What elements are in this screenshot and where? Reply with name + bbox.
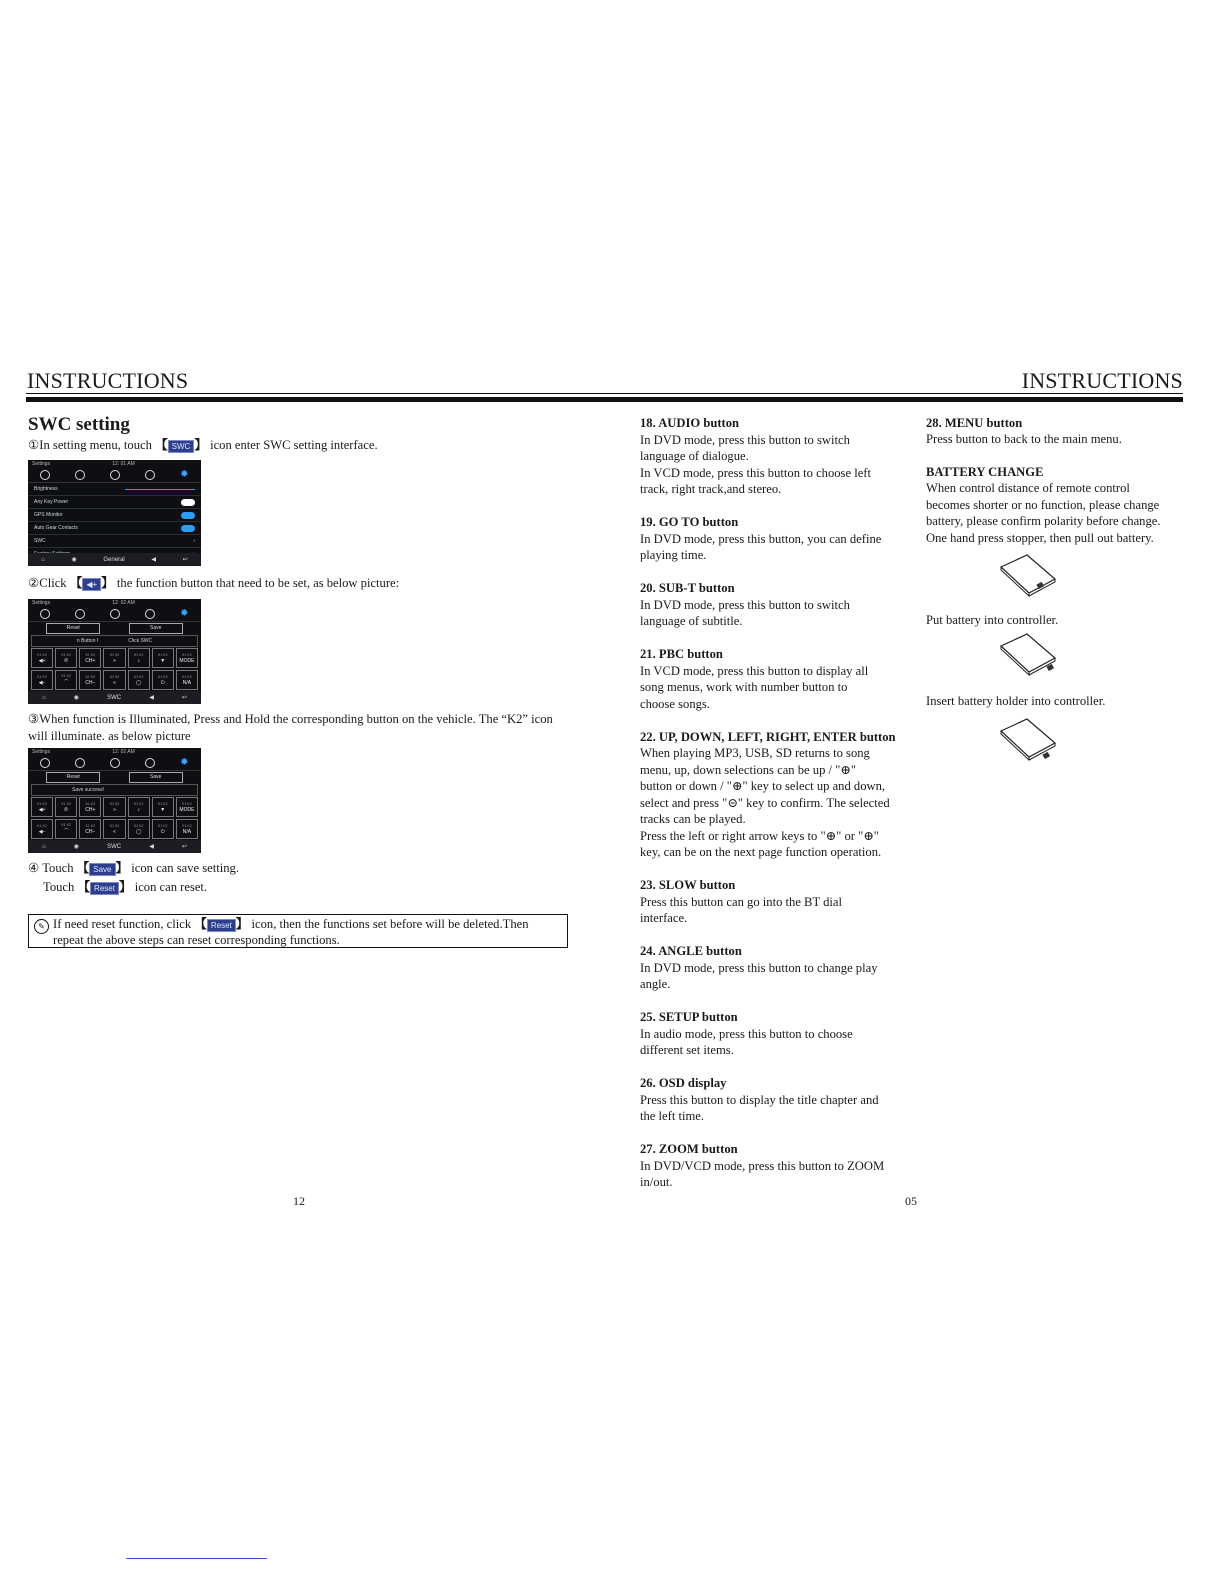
save-button: Save bbox=[129, 623, 183, 634]
instruction-title: 18. AUDIO button bbox=[640, 416, 740, 430]
reset-save-row bbox=[28, 622, 201, 635]
key-cell: K1 K2 ♪ bbox=[128, 797, 150, 817]
instruction-title: 24. ANGLE button bbox=[640, 944, 742, 958]
instruction-line: language of subtitle. bbox=[640, 614, 743, 628]
step-4-suffix: icon can save setting. bbox=[131, 861, 239, 875]
key-grid-row-2 bbox=[28, 669, 201, 691]
settings-screen-1 bbox=[28, 460, 201, 566]
instruction-title: 21. PBC button bbox=[640, 647, 723, 661]
screen-icon-bar bbox=[28, 756, 201, 771]
note-icon: ✎ bbox=[34, 919, 49, 934]
instruction-item bbox=[640, 1141, 910, 1191]
instruction-line: In DVD mode, press this button to change play bbox=[640, 960, 878, 975]
screen-title: Settings bbox=[32, 600, 51, 606]
instruction-line: In VCD mode, press this button to display all bbox=[640, 663, 869, 678]
step-1-suffix: icon enter SWC setting interface. bbox=[210, 438, 378, 452]
note-line-2: repeat the above steps can reset corresponding functions. bbox=[53, 933, 340, 947]
key-label: MODE bbox=[179, 657, 195, 664]
screen-status-bar bbox=[28, 460, 201, 468]
key-label: CH− bbox=[85, 679, 96, 686]
bracket-open: 【 bbox=[155, 438, 168, 452]
instruction-line: In audio mode, press this button to choose bbox=[640, 1026, 853, 1041]
key-cell: K1 K2 ▼ bbox=[152, 648, 174, 668]
reset-chip: Reset bbox=[90, 882, 119, 895]
back-icon: ↩ bbox=[181, 844, 187, 850]
instruction-line: menu, up, down selections can be up / "⊕" bbox=[640, 762, 856, 777]
gauge-icon bbox=[110, 609, 120, 619]
nav-icon: ◉ bbox=[73, 695, 80, 701]
bracket-close: 】 bbox=[118, 880, 132, 894]
back-icon: ↩ bbox=[181, 695, 187, 701]
step-4b-suffix: icon can reset. bbox=[134, 880, 208, 894]
instruction-line: the left time. bbox=[640, 1109, 704, 1123]
key-cell: K1 K2 ✆ bbox=[55, 797, 77, 817]
key-label: » bbox=[113, 657, 116, 664]
reset-button: Reset bbox=[46, 623, 100, 634]
key-label: N/A bbox=[182, 828, 192, 835]
key-cell: K1 K2 N/A bbox=[176, 670, 198, 690]
speaker-icon: ◀ bbox=[149, 844, 154, 850]
instruction-item bbox=[640, 514, 910, 564]
instruction-line: In DVD mode, press this button to switch bbox=[640, 597, 850, 612]
note-box bbox=[28, 914, 568, 948]
bracket-open: 【 bbox=[69, 576, 83, 590]
step-4-reset bbox=[43, 879, 543, 896]
step-4-save bbox=[28, 860, 528, 877]
instruction-line: angle. bbox=[640, 977, 671, 991]
instruction-line: different set items. bbox=[640, 1043, 734, 1057]
key-cell: K1 K2 CH+ bbox=[79, 648, 101, 668]
toggle-icon bbox=[145, 470, 155, 480]
instruction-line: select and press "⊝" key to confirm. The selected bbox=[640, 795, 890, 810]
circle-icon bbox=[40, 609, 50, 619]
instruction-line: language of dialogue. bbox=[640, 449, 749, 463]
menu-text: Press button to back to the main menu. bbox=[926, 432, 1122, 446]
instruction-item bbox=[640, 415, 910, 498]
header-rule-thick bbox=[26, 397, 1183, 402]
step-1-prefix: ①In setting menu, touch bbox=[28, 438, 152, 452]
bottom-label: SWC bbox=[107, 694, 122, 701]
key-cell: K1 K2 « bbox=[103, 819, 125, 839]
key-cell: K1 K2 CH+ bbox=[79, 797, 101, 817]
circle-icon bbox=[40, 758, 50, 768]
row-swc bbox=[28, 535, 201, 548]
row-brightness bbox=[28, 483, 201, 496]
remote-battery-icon bbox=[995, 717, 1061, 763]
screen-status-bar bbox=[28, 748, 201, 756]
step-2-prefix: ②Click bbox=[28, 576, 67, 590]
screen-icon-bar bbox=[28, 607, 201, 622]
bracket-close: 】 bbox=[194, 438, 207, 452]
instruction-line: In DVD mode, press this button, you can define bbox=[640, 531, 882, 546]
instruction-item bbox=[640, 1009, 910, 1059]
gear-icon: ✹ bbox=[180, 608, 189, 619]
key-label: MODE bbox=[179, 806, 195, 813]
page-number-right: 05 bbox=[905, 1194, 917, 1208]
step-4b-prefix: Touch bbox=[43, 880, 75, 894]
row-label: Auto Gear Contacts bbox=[34, 525, 78, 531]
instruction-line: When playing MP3, USB, SD returns to song bbox=[640, 746, 870, 760]
instruction-line: in/out. bbox=[640, 1175, 673, 1189]
screen-bottom-bar bbox=[28, 840, 201, 853]
screen-time: 12: 02 AM bbox=[112, 749, 135, 755]
key-cell: K1 K2 » bbox=[103, 797, 125, 817]
key-cell: K1 K2 N/A bbox=[176, 819, 198, 839]
toggle-icon bbox=[145, 609, 155, 619]
home-icon: ⌂ bbox=[42, 843, 46, 850]
instruction-item bbox=[640, 943, 910, 993]
key-cell: K1 K2 » bbox=[103, 648, 125, 668]
screen-time: 12: 01 AM bbox=[112, 461, 135, 467]
instruction-line: choose songs. bbox=[640, 696, 710, 711]
row-label: Brightness bbox=[34, 486, 58, 492]
middle-column bbox=[640, 415, 910, 1207]
remote-battery-icon bbox=[995, 553, 1061, 599]
swc-chip: SWC bbox=[168, 440, 195, 453]
save-chip: Save bbox=[89, 863, 115, 876]
gear-icon: ✹ bbox=[180, 469, 189, 480]
gauge-icon bbox=[110, 758, 120, 768]
key-cell: K1 K2 ◀+ bbox=[31, 797, 53, 817]
key-grid-row-1 bbox=[28, 796, 201, 818]
swc-screen-3 bbox=[28, 748, 201, 853]
moon-icon bbox=[75, 470, 85, 480]
moon-icon bbox=[75, 758, 85, 768]
key-cell: K1 K2 ◯ bbox=[128, 819, 150, 839]
instruction-title: 27. ZOOM button bbox=[640, 1142, 738, 1156]
key-cell: K1 K2 ⏻ bbox=[152, 819, 174, 839]
instruction-item bbox=[640, 646, 910, 712]
speaker-icon: ◀ bbox=[149, 695, 154, 701]
screen-icon-bar bbox=[28, 468, 201, 483]
volume-chip: ◀+ bbox=[82, 578, 101, 591]
screen-time: 12: 02 AM bbox=[112, 600, 135, 606]
instruction-line: In VCD mode, press this button to choose left bbox=[640, 465, 871, 480]
instruction-title: 23. SLOW button bbox=[640, 878, 736, 892]
home-icon: ⌂ bbox=[41, 556, 45, 563]
circle-icon bbox=[40, 470, 50, 480]
bracket-close: 】 bbox=[235, 917, 249, 931]
key-cell: K1 K2 « bbox=[103, 670, 125, 690]
step-1 bbox=[28, 437, 588, 454]
instruction-line: Press this button to display the title chapter and bbox=[640, 1092, 879, 1107]
remote-battery-icon bbox=[995, 632, 1061, 678]
step-4-prefix: ④ Touch bbox=[28, 861, 74, 875]
instruction-line: playing time. bbox=[640, 548, 707, 562]
key-cell: K1 K2 ◀+ bbox=[31, 648, 53, 668]
nav-icon: ◉ bbox=[73, 844, 80, 850]
header-rule-thin bbox=[26, 393, 1183, 394]
screen-title: Settings bbox=[32, 461, 51, 467]
row-gps-monitor bbox=[28, 509, 201, 522]
reset-save-row bbox=[28, 771, 201, 784]
bracket-open: 【 bbox=[77, 880, 91, 894]
instruction-line: button or down / "⊕" key to select up and down, bbox=[640, 779, 886, 793]
key-grid-row-2 bbox=[28, 818, 201, 840]
instruction-line: In DVD/VCD mode, press this button to ZOOM bbox=[640, 1158, 885, 1173]
bracket-close: 】 bbox=[101, 576, 114, 590]
note-suffix: icon, then the functions set before will be deleted.Then bbox=[251, 917, 529, 931]
row-label: GPS Monitor bbox=[34, 512, 63, 518]
instruction-item bbox=[640, 580, 910, 630]
back-icon: ↩ bbox=[182, 557, 188, 563]
key-label: « bbox=[113, 679, 116, 686]
key-label: CH+ bbox=[85, 806, 96, 813]
instruction-line: Press this button can go into the BT dial bbox=[640, 894, 842, 909]
key-cell: K1 K2 ◀− bbox=[31, 819, 53, 839]
key-label: CH+ bbox=[85, 657, 96, 664]
status-row bbox=[31, 784, 198, 796]
step-2 bbox=[28, 575, 588, 592]
instruction-title: 22. UP, DOWN, LEFT, RIGHT, ENTER button bbox=[640, 729, 896, 744]
key-cell: K1 K2 MODE bbox=[176, 797, 198, 817]
toggle-icon bbox=[145, 758, 155, 768]
battery-line: battery, please confirm polarity before change. bbox=[926, 514, 1161, 528]
nav-icon: ◉ bbox=[71, 557, 77, 563]
speaker-icon: ◀ bbox=[151, 557, 156, 563]
bracket-open: 【 bbox=[76, 861, 90, 875]
reset-button: Reset bbox=[46, 772, 100, 783]
status-row bbox=[31, 635, 198, 647]
instruction-item bbox=[640, 877, 910, 927]
instruction-title: 26. OSD display bbox=[640, 1076, 727, 1090]
instruction-title: 25. SETUP button bbox=[640, 1010, 738, 1024]
screen-bottom-bar bbox=[28, 553, 201, 566]
status-left: n Button I bbox=[76, 638, 99, 644]
toggle-off bbox=[181, 499, 195, 506]
battery-text bbox=[926, 480, 1186, 546]
key-cell: K1 K2 ◀− bbox=[31, 670, 53, 690]
swc-screen-2 bbox=[28, 599, 201, 704]
reset-chip: Reset bbox=[207, 919, 236, 932]
section-title: SWC setting bbox=[28, 414, 130, 435]
battery-line: When control distance of remote control bbox=[926, 481, 1130, 495]
instruction-title: 19. GO TO button bbox=[640, 515, 739, 529]
key-grid-row-1 bbox=[28, 647, 201, 669]
bracket-close: 】 bbox=[115, 861, 129, 875]
instruction-line: Press the left or right arrow keys to "⊕" or "⊕" bbox=[640, 828, 879, 843]
key-cell: K1 K2 CH− bbox=[79, 819, 101, 839]
bottom-link-line bbox=[126, 1558, 267, 1559]
screen-status-bar bbox=[28, 599, 201, 607]
key-cell: K1 K2 MODE bbox=[176, 648, 198, 668]
battery-line: becomes shorter or no function, please change bbox=[926, 497, 1160, 512]
row-any-key-power bbox=[28, 496, 201, 509]
home-icon: ⌂ bbox=[42, 694, 46, 701]
instruction-title: 20. SUB-T button bbox=[640, 581, 735, 595]
key-cell: K1 K2 ◯ bbox=[128, 670, 150, 690]
key-cell: K1 K2 ⏻ bbox=[152, 670, 174, 690]
screen-bottom-bar bbox=[28, 691, 201, 704]
instruction-line: interface. bbox=[640, 911, 688, 925]
toggle-on bbox=[181, 512, 195, 519]
row-label: SWC bbox=[34, 538, 46, 544]
key-label: « bbox=[113, 828, 116, 835]
key-cell: K1 K2 ✆ bbox=[55, 648, 77, 668]
key-cell: K1 K2 ⌒ bbox=[55, 819, 77, 839]
bottom-label: SWC bbox=[107, 843, 122, 850]
instruction-line: key, can be on the next page function operation. bbox=[640, 845, 882, 859]
battery-caption-1: Put battery into controller. bbox=[926, 613, 1059, 627]
status-right: Click SWC bbox=[128, 638, 153, 644]
note-prefix: If need reset function, click bbox=[53, 917, 192, 931]
battery-title: BATTERY CHANGE bbox=[926, 465, 1044, 479]
row-auto-gear bbox=[28, 522, 201, 535]
instruction-item bbox=[640, 1075, 910, 1125]
battery-caption-2: Insert battery holder into controller. bbox=[926, 694, 1106, 708]
bracket-open: 【 bbox=[194, 917, 207, 931]
instruction-item bbox=[640, 729, 910, 861]
key-label: CH− bbox=[85, 828, 96, 835]
key-cell: K1 K2 CH− bbox=[79, 670, 101, 690]
row-label: Any Key Power bbox=[34, 499, 69, 505]
instruction-line: track, right track,and stereo. bbox=[640, 482, 782, 496]
right-header-title: INSTRUCTIONS bbox=[1021, 368, 1183, 393]
note-line-1 bbox=[53, 916, 563, 933]
brightness-slider bbox=[125, 489, 195, 490]
instruction-line: In DVD mode, press this button to switch bbox=[640, 432, 850, 447]
step-3: ③When function is Illuminated, Press and Hold the corresponding button on the vehicle. The “K2” icon will illuminate. as below picture bbox=[28, 712, 553, 743]
gauge-icon bbox=[110, 470, 120, 480]
moon-icon bbox=[75, 609, 85, 619]
key-cell: K1 K2 ⌒ bbox=[55, 670, 77, 690]
menu-title: 28. MENU button bbox=[926, 416, 1023, 430]
instruction-line: tracks can be played. bbox=[640, 812, 746, 826]
left-header-title: INSTRUCTIONS bbox=[27, 368, 189, 393]
step-2-suffix: the function button that need to be set, as below picture: bbox=[116, 576, 400, 590]
gear-icon: ✹ bbox=[180, 757, 189, 768]
chevron-right-icon: › bbox=[193, 538, 195, 544]
key-label: » bbox=[113, 806, 116, 813]
screen-title: Settings bbox=[32, 749, 51, 755]
battery-line: One hand press stopper, then pull out battery. bbox=[926, 530, 1154, 545]
instruction-line: song menus, work with number button to bbox=[640, 680, 848, 694]
key-cell: K1 K2 ▼ bbox=[152, 797, 174, 817]
toggle-on bbox=[181, 525, 195, 532]
save-button: Save bbox=[129, 772, 183, 783]
bottom-label: General bbox=[103, 556, 125, 563]
page-number-left: 12 bbox=[293, 1194, 305, 1208]
status-text: Save success! bbox=[72, 787, 105, 793]
key-label: N/A bbox=[182, 679, 192, 686]
key-cell: K1 K2 ♪ bbox=[128, 648, 150, 668]
